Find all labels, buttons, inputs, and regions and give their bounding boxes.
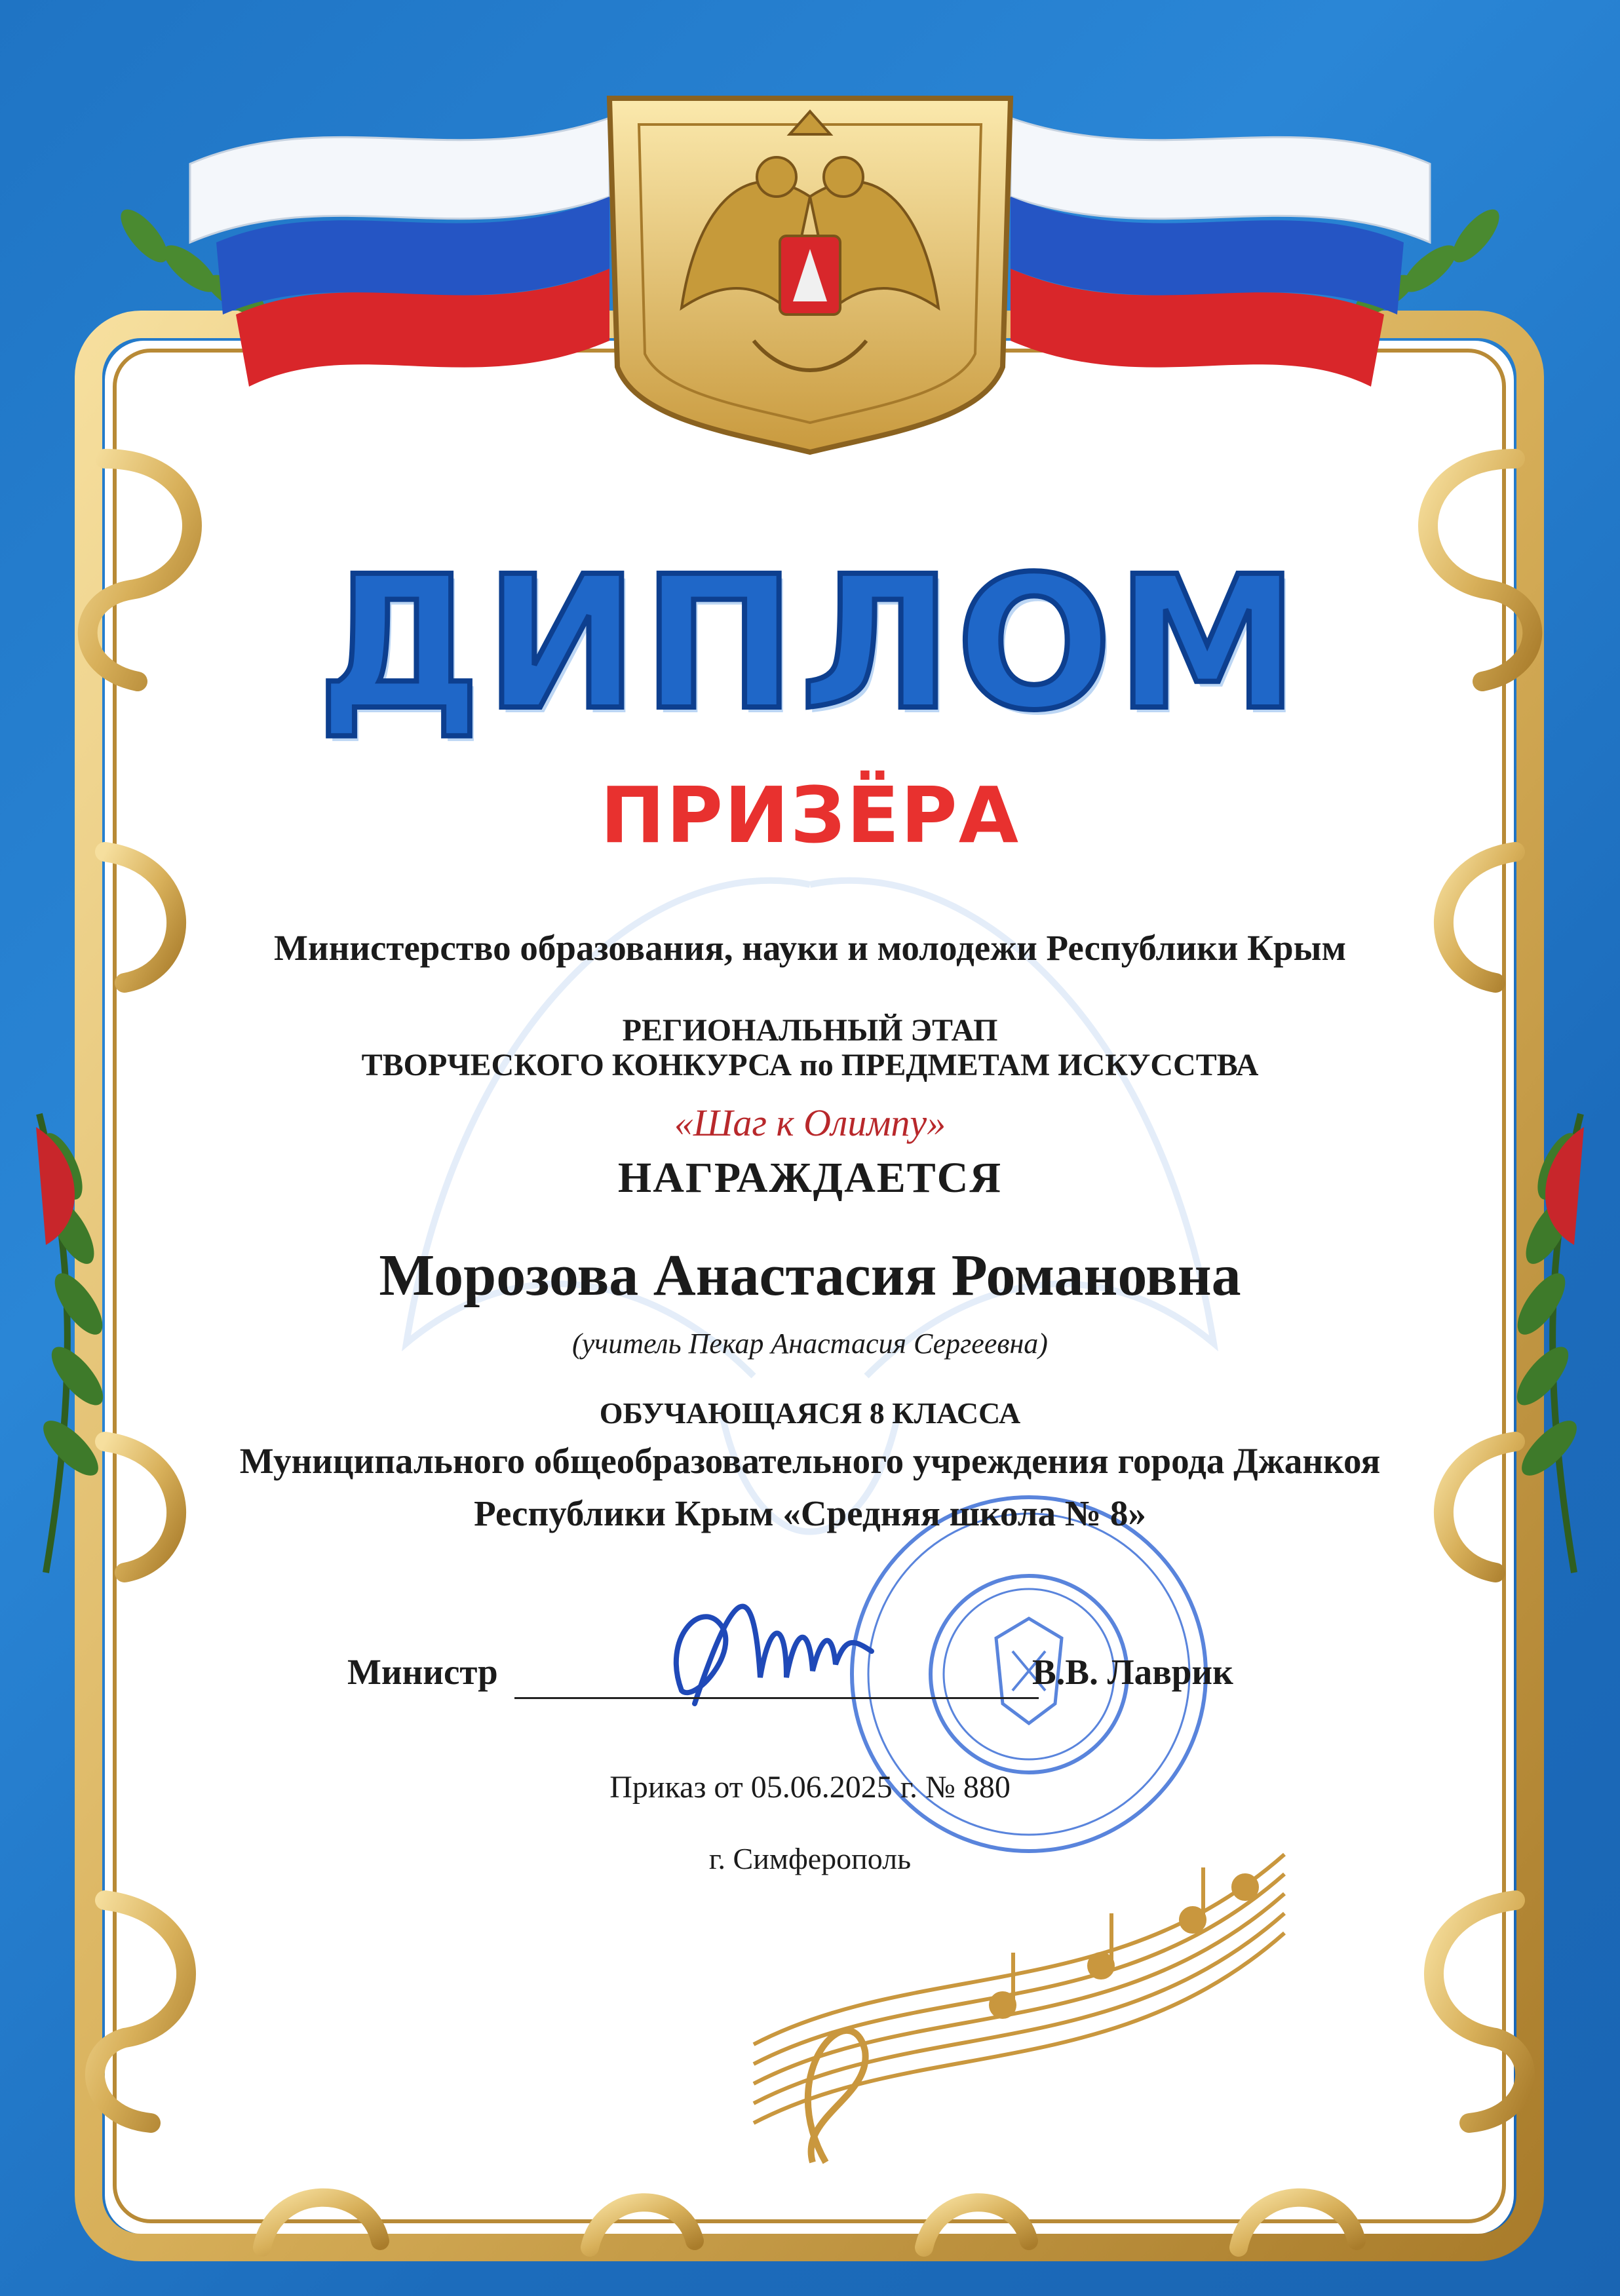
school-line-2: Республики Крым «Средняя школа № 8» bbox=[474, 1493, 1146, 1533]
coat-of-arms-shield bbox=[609, 98, 1011, 452]
stage-line-1: РЕГИОНАЛЬНЫЙ ЭТАП bbox=[622, 1013, 998, 1048]
signature-row bbox=[347, 1645, 1278, 1704]
school-line-1: Муниципального общеобразовательного учреждения города Джанкоя bbox=[239, 1441, 1381, 1481]
flag-ribbon-left bbox=[190, 118, 609, 387]
stage-line-2: ТВОРЧЕСКОГО КОНКУРСА по ПРЕДМЕТАМ ИСКУССТВА bbox=[361, 1048, 1259, 1082]
diploma-subtitle: ПРИЗЁРА bbox=[600, 770, 1020, 860]
diploma-title: ДИПЛОМ bbox=[317, 537, 1303, 751]
city-name: г. Симферополь bbox=[708, 1842, 912, 1875]
grade-line: ОБУЧАЮЩАЯСЯ 8 КЛАССА bbox=[599, 1396, 1021, 1430]
contest-name: «Шаг к Олимпу» bbox=[674, 1101, 946, 1144]
recipient-name: Морозова Анастасия Романовна bbox=[379, 1243, 1241, 1308]
minister-name: В.В. Лаврик bbox=[1032, 1652, 1233, 1692]
flag-ribbon-right bbox=[1011, 118, 1430, 387]
ministry-name: Министерство образования, науки и молодежи Республики Крым bbox=[273, 928, 1347, 968]
signature-line bbox=[514, 1697, 1039, 1699]
order-reference: Приказ от 05.06.2025 г. № 880 bbox=[609, 1770, 1011, 1805]
minister-label: Министр bbox=[347, 1652, 498, 1692]
teacher-note: (учитель Пекар Анастасия Сергеевна) bbox=[572, 1328, 1048, 1360]
awarded-heading: НАГРАЖДАЕТСЯ bbox=[617, 1154, 1003, 1202]
